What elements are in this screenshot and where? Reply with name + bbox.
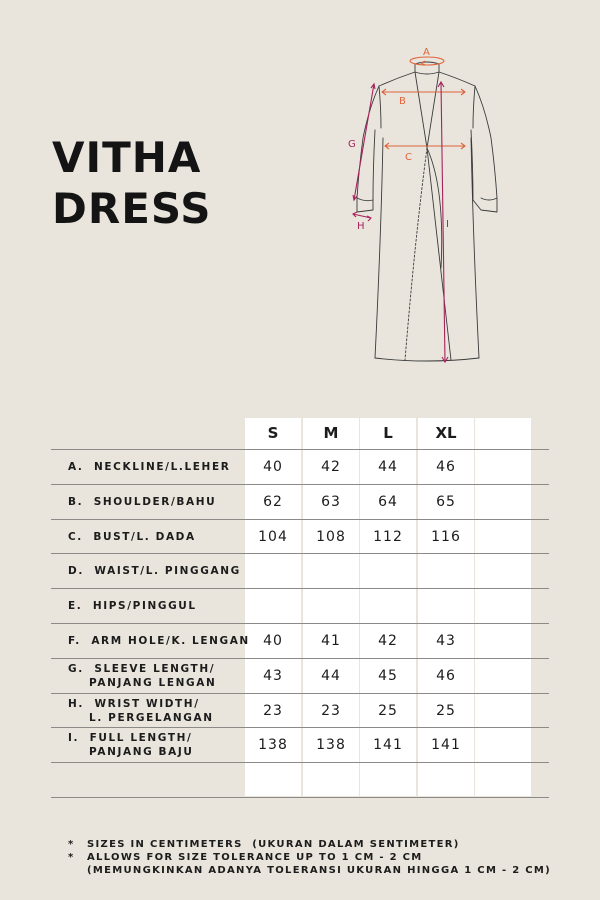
row-label: F. ARM HOLE/K. LENGAN xyxy=(68,634,250,647)
row-label: A. NECKLINE/L.LEHER xyxy=(68,460,231,473)
table-cell xyxy=(418,553,474,588)
row-label: E. HIPS/PINGGUL xyxy=(68,599,197,612)
row-label: G. SLEEVE LENGTH/ PANJANG LENGAN xyxy=(68,662,217,689)
note-bullet xyxy=(68,864,87,877)
table-cell: 65 xyxy=(436,493,456,510)
table-cell xyxy=(360,588,416,623)
table-cell: 40 xyxy=(263,632,283,649)
table-cell: 104 xyxy=(258,528,288,545)
table-cell: 138 xyxy=(258,736,288,753)
table-cell: 64 xyxy=(378,493,398,510)
label-a: A xyxy=(423,47,430,58)
table-cell: 40 xyxy=(263,458,283,475)
table-cell: 25 xyxy=(378,702,398,719)
dress-measurement-diagram xyxy=(335,38,510,378)
note-line xyxy=(68,838,551,851)
product-title xyxy=(52,132,212,234)
table-cell: 112 xyxy=(373,528,403,545)
size-header-s: S xyxy=(267,424,279,442)
table-cell: 44 xyxy=(321,667,341,684)
table-cell: 43 xyxy=(263,667,283,684)
table-cell: 42 xyxy=(378,632,398,649)
table-cell: 138 xyxy=(316,736,346,753)
note-bullet: * xyxy=(68,839,75,850)
table-cell: 108 xyxy=(316,528,346,545)
row-label: C. BUST/L. DADA xyxy=(68,530,196,543)
table-cell xyxy=(245,553,301,588)
size-header-xl: XL xyxy=(435,424,457,442)
table-cell xyxy=(360,762,416,797)
table-cell: 141 xyxy=(431,736,461,753)
table-cell xyxy=(303,588,359,623)
table-cell xyxy=(245,588,301,623)
table-cell: 63 xyxy=(321,493,341,510)
note-bullet: * xyxy=(68,852,75,863)
row-label: I. FULL LENGTH/ PANJANG BAJU xyxy=(68,731,194,758)
table-cell xyxy=(303,553,359,588)
table-cell: 46 xyxy=(436,667,456,684)
note-text: SIZES IN CENTIMETERS (UKURAN DALAM SENTIMETER) xyxy=(87,839,460,850)
table-cell: 62 xyxy=(263,493,283,510)
size-header-l: L xyxy=(383,424,393,442)
table-divider xyxy=(51,797,549,798)
table-cell: 42 xyxy=(321,458,341,475)
table-cell: 141 xyxy=(373,736,403,753)
table-cell: 41 xyxy=(321,632,341,649)
size-notes xyxy=(68,838,551,877)
table-cell xyxy=(418,588,474,623)
label-i: I xyxy=(446,219,449,230)
table-cell: 45 xyxy=(378,667,398,684)
title-line-2: DRESS xyxy=(52,184,212,233)
table-cell: 25 xyxy=(436,702,456,719)
note-line xyxy=(68,851,551,864)
table-cell xyxy=(418,762,474,797)
label-c: C xyxy=(405,152,412,163)
table-cell: 23 xyxy=(321,702,341,719)
size-header-m: M xyxy=(323,424,339,442)
row-label: H. WRIST WIDTH/ L. PERGELANGAN xyxy=(68,697,214,724)
row-label: D. WAIST/L. PINGGANG xyxy=(68,564,241,577)
title-line-1: VITHA xyxy=(52,133,202,182)
table-cell: 23 xyxy=(263,702,283,719)
column-bg-extra xyxy=(475,418,531,796)
table-cell: 116 xyxy=(431,528,461,545)
label-g: G xyxy=(348,139,356,150)
table-cell: 43 xyxy=(436,632,456,649)
row-label xyxy=(68,762,248,797)
row-label: B. SHOULDER/BAHU xyxy=(68,495,217,508)
note-text: ALLOWS FOR SIZE TOLERANCE UP TO 1 CM - 2 CM xyxy=(87,852,423,863)
table-cell xyxy=(303,762,359,797)
table-cell: 46 xyxy=(436,458,456,475)
note-text: (MEMUNGKINKAN ADANYA TOLERANSI UKURAN HINGGA 1 CM - 2 CM) xyxy=(87,865,552,876)
label-b: B xyxy=(399,96,406,107)
note-line xyxy=(68,864,551,877)
label-h: H xyxy=(357,221,365,232)
table-cell: 44 xyxy=(378,458,398,475)
table-cell xyxy=(245,762,301,797)
table-cell xyxy=(360,553,416,588)
